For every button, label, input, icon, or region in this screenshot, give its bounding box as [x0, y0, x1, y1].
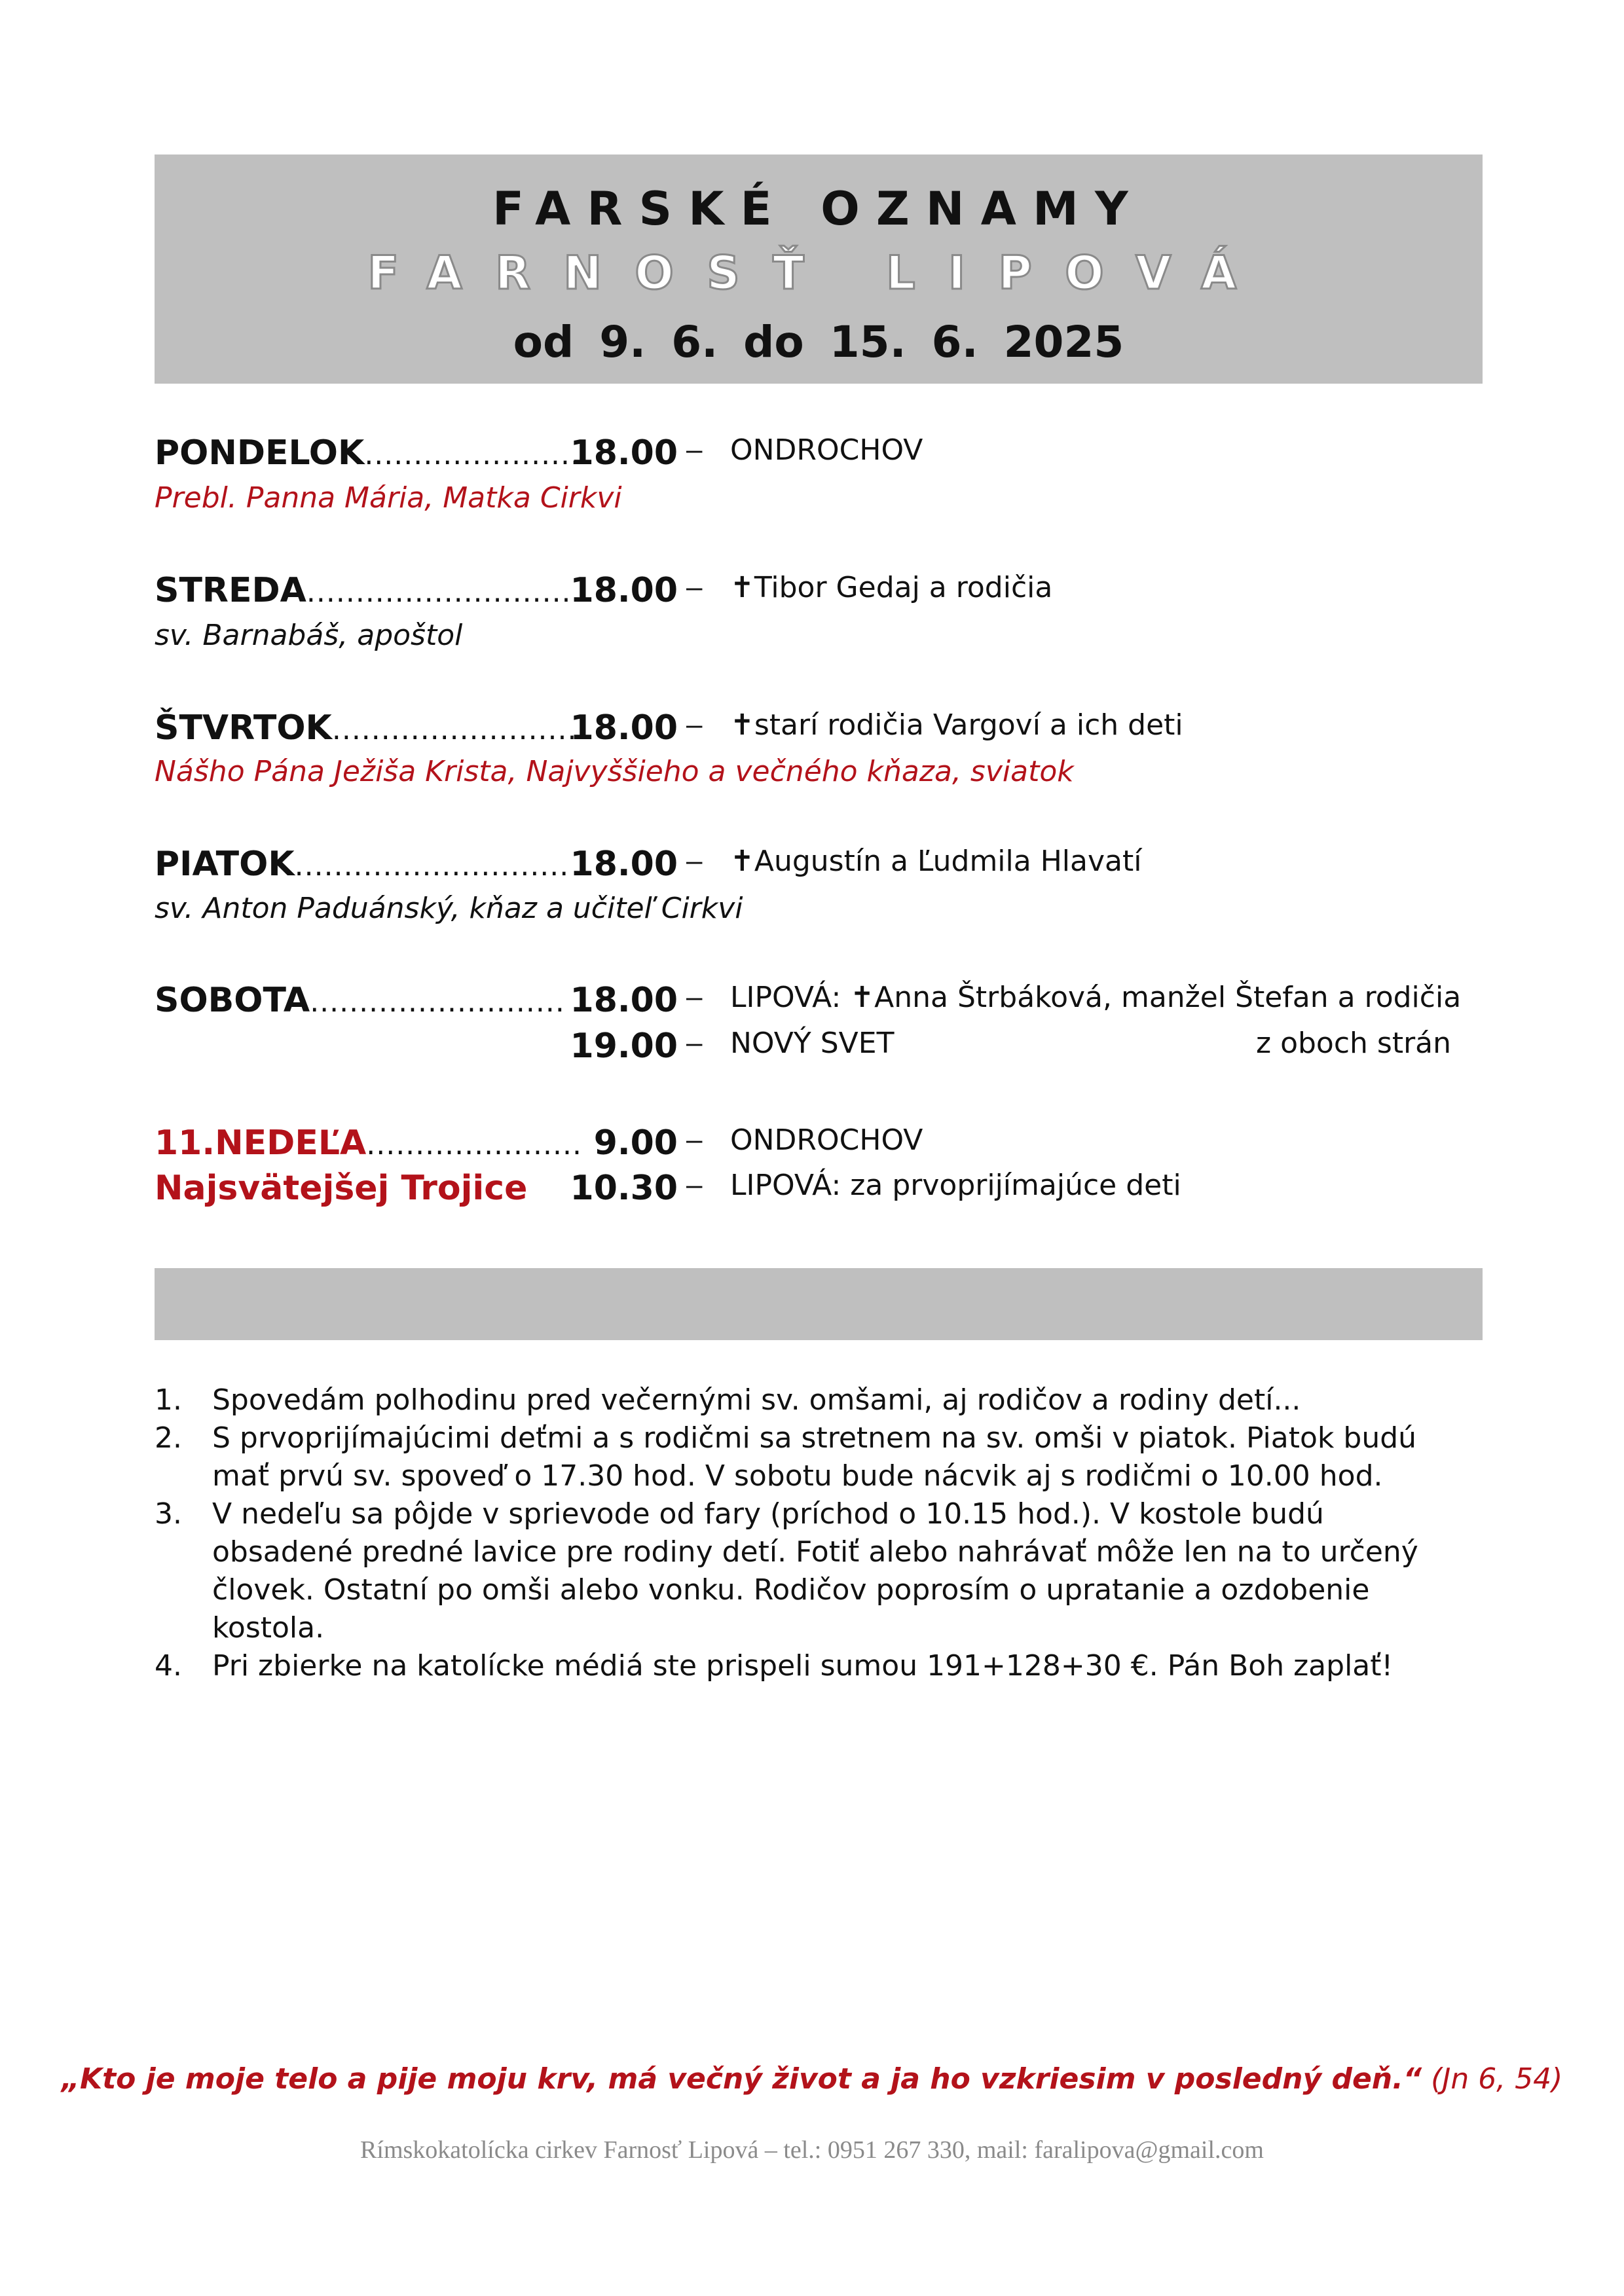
schedule-row-thursday: [0, 708, 1624, 761]
list-item: [155, 1381, 1483, 1419]
list-number: 3.: [155, 1497, 182, 1531]
mass-intention: ✝Tibor Gedaj a rodičia: [730, 571, 1053, 604]
mass-time: 19.00: [570, 1027, 678, 1066]
mass-intention: ONDROCHOV: [730, 433, 923, 467]
list-text: S prvoprijímajúcimi deťmi a s rodičmi sa stretnem na sv. omši v piatok. Piatok budú mať prvú sv. spoveď o 17.30 hod. V sobotu bude nácvik aj s rodičmi o 10.00 hod.: [212, 1421, 1417, 1493]
list-item: [155, 1495, 1483, 1647]
feast-label: Nášho Pána Ježiša Krista, Najvyššieho a večného kňaza, sviatok: [155, 755, 1074, 788]
mass-intention: LIPOVÁ: za prvoprijímajúce deti: [730, 1169, 1181, 1202]
mass-time: 9.00: [593, 1123, 678, 1163]
list-text: V nedeľu sa pôjde v sprievode od fary (príchod o 10.15 hod.). V kostole budú obsadené predné lavice pre rodiny detí. Fotiť alebo nahrávať môže len na to určený človek. Ostatní po omši alebo vonku. Rodičov poprosím o upratanie a ozdobenie kostola.: [212, 1497, 1418, 1645]
date-range: od 9. 6. do 15. 6. 2025: [513, 317, 1124, 367]
day-label: SOBOTA..........................: [155, 981, 565, 1020]
schedule-row-sunday-second: [0, 1169, 1624, 1221]
schedule-row-monday: [0, 433, 1624, 486]
dash: –: [686, 1123, 703, 1156]
feast-label: sv. Barnabáš, apoštol: [155, 619, 463, 652]
mass-time: 18.00: [570, 571, 678, 610]
announcements-list: [155, 1381, 1483, 1685]
scripture-quote: [0, 2062, 1624, 2096]
day-label: PIATOK............................: [155, 845, 570, 884]
quote-text: „Kto je moje telo a pije moju krv, má večný život a ja ho vzkriesim v posledný deň.“: [61, 2062, 1422, 2096]
schedule-row-saturday: [0, 981, 1624, 1033]
mass-time: 18.00: [570, 981, 678, 1020]
mass-intention: LIPOVÁ: ✝Anna Štrbáková, manžel Štefan a rodičia: [730, 981, 1462, 1014]
day-label: 11.NEDEĽA......................: [155, 1123, 582, 1163]
quote-reference: (Jn 6, 54): [1431, 2062, 1563, 2096]
mass-intention: ✝starí rodičia Vargoví a ich deti: [730, 708, 1183, 742]
mass-time: 18.00: [570, 845, 678, 884]
schedule-row-wednesday: [0, 571, 1624, 623]
list-text: Pri zbierke na katolícke médiá ste prispeli sumou 191+128+30 €. Pán Boh zaplať!: [212, 1649, 1393, 1683]
list-item: [155, 1647, 1483, 1685]
dash: –: [686, 571, 703, 603]
feast-label: Prebl. Panna Mária, Matka Cirkvi: [155, 481, 622, 515]
mass-time: 18.00: [570, 708, 678, 748]
schedule-row-friday: [0, 845, 1624, 897]
day-label: PONDELOK......................: [155, 433, 581, 473]
feast-label: sv. Anton Paduánský, kňaz a učiteľ Cirkvi: [155, 892, 743, 925]
dash: –: [686, 1027, 703, 1059]
feast-label: Najsvätejšej Trojice: [155, 1169, 528, 1208]
dash: –: [686, 845, 703, 877]
page-title: FARSKÉ OZNAMY: [492, 182, 1145, 236]
schedule-row-saturday-second: [0, 1027, 1624, 1079]
mass-intention: NOVÝ SVET: [730, 1027, 895, 1060]
dash: –: [686, 708, 703, 740]
list-number: 1.: [155, 1383, 182, 1417]
section-divider: [155, 1268, 1483, 1340]
mass-intention: ONDROCHOV: [730, 1123, 923, 1157]
mass-time: 18.00: [570, 433, 678, 473]
schedule-row-sunday: [0, 1123, 1624, 1176]
dash: –: [686, 433, 703, 465]
list-number: 2.: [155, 1421, 182, 1455]
day-label: ŠTVRTOK.........................: [155, 708, 578, 748]
day-label: STREDA...........................: [155, 571, 572, 610]
mass-intention: ✝Augustín a Ľudmila Hlavatí: [730, 845, 1142, 878]
dash: –: [686, 1169, 703, 1201]
mass-time: 10.30: [570, 1169, 678, 1208]
list-item: [155, 1419, 1483, 1495]
header-banner: [155, 155, 1483, 384]
parish-name: FARNOSŤ LIPOVÁ: [367, 246, 1270, 300]
dash: –: [686, 981, 703, 1013]
procession-note: z oboch strán: [1256, 1027, 1452, 1060]
list-number: 4.: [155, 1649, 182, 1683]
footer-contact: Rímskokatolícka cirkev Farnosť Lipová – tel.: 0951 267 330, mail: faralipova@gmail.com: [360, 2136, 1264, 2164]
list-text: Spovedám polhodinu pred večernými sv. omšami, aj rodičov a rodiny detí...: [212, 1383, 1301, 1417]
